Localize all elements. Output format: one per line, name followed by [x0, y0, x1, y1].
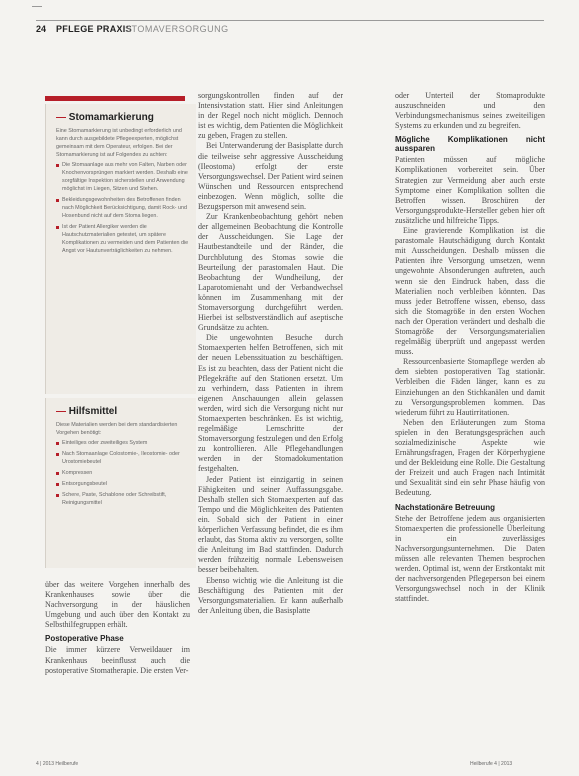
- header-topic: STOMAVERSORGUNG: [125, 24, 229, 34]
- subheading-nachstationaer: Nachstationäre Betreuung: [395, 502, 496, 512]
- paragraph: oder Unterteil der Stomaprodukte auszuschneiden und den Verbindungsmechanismus seines zweiteiligen Systems zu erkunden und zu begreifen.: [395, 91, 545, 131]
- paragraph: sorgungskontrollen finden auf der Intensivstation statt. Hier sind Anleitungen in der Regel noch nicht möglich. Dennoch ist es wichtig, dem Patienten die Möglichkeit zu geben, Fragen zu stellen.: [198, 91, 343, 141]
- list-item: Schere, Paste, Schablone oder Schreibstift, Reinigungsmittel: [62, 491, 190, 507]
- paragraph: Zur Krankenbeobachtung gehört neben der allgemeinen Beobachtung die Kontrolle der Ausscheidungen. Sie Lage der Hautbestandteile und der Ränder, die Durchblutung des Stomas sowie die Beurteilung der parastomalen Haut. Die Beobachtung der Wundheilung, der Laparotomienaht und der Verbandwechsel können im Zusammenhang mit der Stomaversorgung durchgeführt werden. Hierbei ist selbstverständlich auf aseptische Grundsätze zu achten.: [198, 212, 343, 333]
- sidebar-box-list: [46, 439, 196, 507]
- paragraph: Jeder Patient ist einzigartig in seinen Fähigkeiten und seiner Auffassungsgabe. Deshalb stellen sich Stomaexperten auf das Tempo und die Möglichkeiten des Patienten ein. Sobald sich der Patient in einer körperlichen Verfassung befindet, die es ihm erlaubt, das Stoma aktiv zu versorgen, sollte die Anleitung im Bad stattfinden. Dadurch werden frühzeitig normale Lebensweisen besser beibehalten.: [198, 474, 343, 575]
- header-section: PFLEGE PRAXIS: [56, 24, 132, 34]
- sidebar-box-stomamarkierung: [45, 104, 196, 394]
- header-rule: [36, 20, 544, 21]
- crop-mark: [32, 6, 42, 7]
- sidebar-box-intro: Eine Stomamarkierung ist unbedingt erforderlich und kann durch ausgebildete Pflegeexperten, möglichst gemeinsam mit dem Operateur, erfolgen. Bei der Stomamarkierung ist auf Folgendes zu achten:: [56, 128, 182, 158]
- subheading-komplikationen: Mögliche Komplikationen nicht aussparen: [395, 135, 545, 154]
- list-item: Kompressen: [62, 469, 190, 477]
- sidebar-box-hilfsmittel: [45, 398, 196, 568]
- sidebar-accent-bar: [45, 96, 185, 101]
- footer-right: Heilberufe 4 | 2013: [470, 761, 513, 767]
- list-item: Nach Stomaanlage Colostomie-, Ileostomie- oder Urostomiebeutel: [62, 450, 190, 466]
- paragraph: Stehe der Betroffene jedem aus organisierten Stomaexperten die professionelle Überleitung in ein zuverlässiges Nachversorgungsunternehmen. Die Daten müssen alle relevanten Themen besprochen werden. Optimal ist, wenn der Erstkontakt mit der nachversorgenden Pflegeperson bei einem Versorgungswechsel noch in der Klinik stattfindet.: [395, 513, 545, 604]
- paragraph: Bei Unterwanderung der Basisplatte durch die teilweise sehr aggressive Ausscheidung (Ileostoma) erfolgt der erste Versorgungswechsel. Der Patient wird seinen Wünschen und Ressourcen entsprechend einbezogen. Wenn möglich, sollte die Bezugsperson mit anwesend sein.: [198, 141, 343, 212]
- text-column-2: [198, 91, 343, 761]
- list-item: Einteiliges oder zweiteiliges System: [62, 439, 190, 447]
- sidebar-box-title: — Stomamarkierung: [56, 112, 154, 123]
- list-item: Ist der Patient Allergiker werden die Hautschutzmaterialien getestet, um spätere Komplikationen zu vermeiden und dem Patienten die Angst vor Hautunverträglichkeiten zu nehmen.: [62, 224, 189, 254]
- list-item: Entsorgungsbeutel: [62, 480, 190, 488]
- paragraph: Eine gravierende Komplikation ist die parastomale Hautschädigung durch Kontakt mit Ausscheidungen. Deshalb müssen die Patienten ihre Versorgung umsetzen, wenn ungewohnte Absonderungen auftreten, auch wenn sie den Eindruck haben, dass die Materialien noch verbleiben könnten. Das muss jeder Betroffene wissen, ebenso, dass sich die Stomagröße in den ersten Wochen nach der Operation verändert und deshalb die Stomagröße der Versorgungsmaterialien regelmäßig überprüft und angepasst werden muss.: [395, 226, 545, 357]
- paragraph: Ressourcenbasierte Stomapflege werden ab dem siebten postoperativen Tag stationär. Verbleiben die Fäden länger, kann es zu Einziehungen an den Stichkanälen und damit zu Versorgungsproblemen kommen. Das wiederum führt zu Hautirritationen.: [395, 357, 545, 417]
- paragraph: Die ungewohnten Besuche durch Stomaexperten helfen Betroffenen, sich mit der neuen Lebenssituation zu beschäftigen. Es ist zu beachten, dass der Patient nicht die Pflegekräfte auf den Stationen ersetzt. Um zu verhindern, dass Patienten in ihrem eigenen Anschauungen allein gelassen werden, wird sich die Versorgung nicht nur Stomaexperten beschränken. Es ist wichtig, regelmäßige Lernschritte der Stomaversorgung festzulegen und den Erfolg zu kontrollieren. Alle Pflegehandlungen werden in der Stomadokumentation festgehalten.: [198, 333, 343, 474]
- paragraph: Die immer kürzere Verweildauer im Krankenhaus beeinflusst auch die postoperative Stomatherapie. Die ersten Ver-: [45, 645, 190, 675]
- page-number: 24: [36, 24, 47, 34]
- paragraph: Ebenso wichtig wie die Anleitung ist die Beschäftigung des Patienten mit der Versorgungsmaterialien. Er kann außerhalb der Anleitung üben, die Basisplatte: [198, 575, 343, 615]
- sidebar-box-list: [46, 161, 196, 255]
- sidebar-box-intro: Diese Materialien werden bei dem standardisierten Vorgehen benötigt:: [56, 422, 178, 436]
- paragraph: Patienten müssen auf mögliche Komplikationen vorbereitet sein. Über Strategien zur Vermeidung aber auch erste Symptome einer Komplikation sollten die Betroffen wissen. Broschüren der Versorgungsprodukte-Hersteller geben hier oft zusätzliche und hilfreiche Tipps.: [395, 155, 545, 225]
- subheading-postoperative: Postoperative Phase: [45, 634, 124, 644]
- paragraph: über das weitere Vorgehen innerhalb des Krankenhauses sowie über die Nachversorgung in der häuslichen Umgebung und auch über den Kontakt zu Selbsthilfegruppen erhält.: [45, 580, 190, 630]
- footer-left: 4 | 2013 Heilberufe: [36, 761, 79, 767]
- sidebar-box-title: — Hilfsmittel: [56, 406, 118, 417]
- text-column-3: [395, 91, 545, 761]
- list-item: Die Stomaanlage aus mehr von Falten, Narben oder Knochenvorsprüngen markiert werden. Deshalb eine sorgfältige Inspektion sicherstellen und Anwendung möglichst im Liegen, Sitzen und Stehen.: [62, 161, 190, 193]
- text-column-1: [45, 580, 190, 755]
- paragraph: Neben den Erläuterungen zum Stoma spielen in den Beratungsgesprächen auch sozialmedizinische Aspekte wie Ernährungsfragen, Fragen der Körperhygiene und der Bekleidung eine Rolle. Die Gestaltung der Freizeit und auch Fragen nach Intimität und Sexualität sind ein sehr Phase häufig von Bedeutung.: [395, 417, 545, 498]
- list-item: Bekleidungsgewohnheiten des Betroffenen finden nach Möglichkeit Berücksichtigung, damit Rock- und Hosenbund nicht auf dem Stoma liegen.: [62, 196, 190, 220]
